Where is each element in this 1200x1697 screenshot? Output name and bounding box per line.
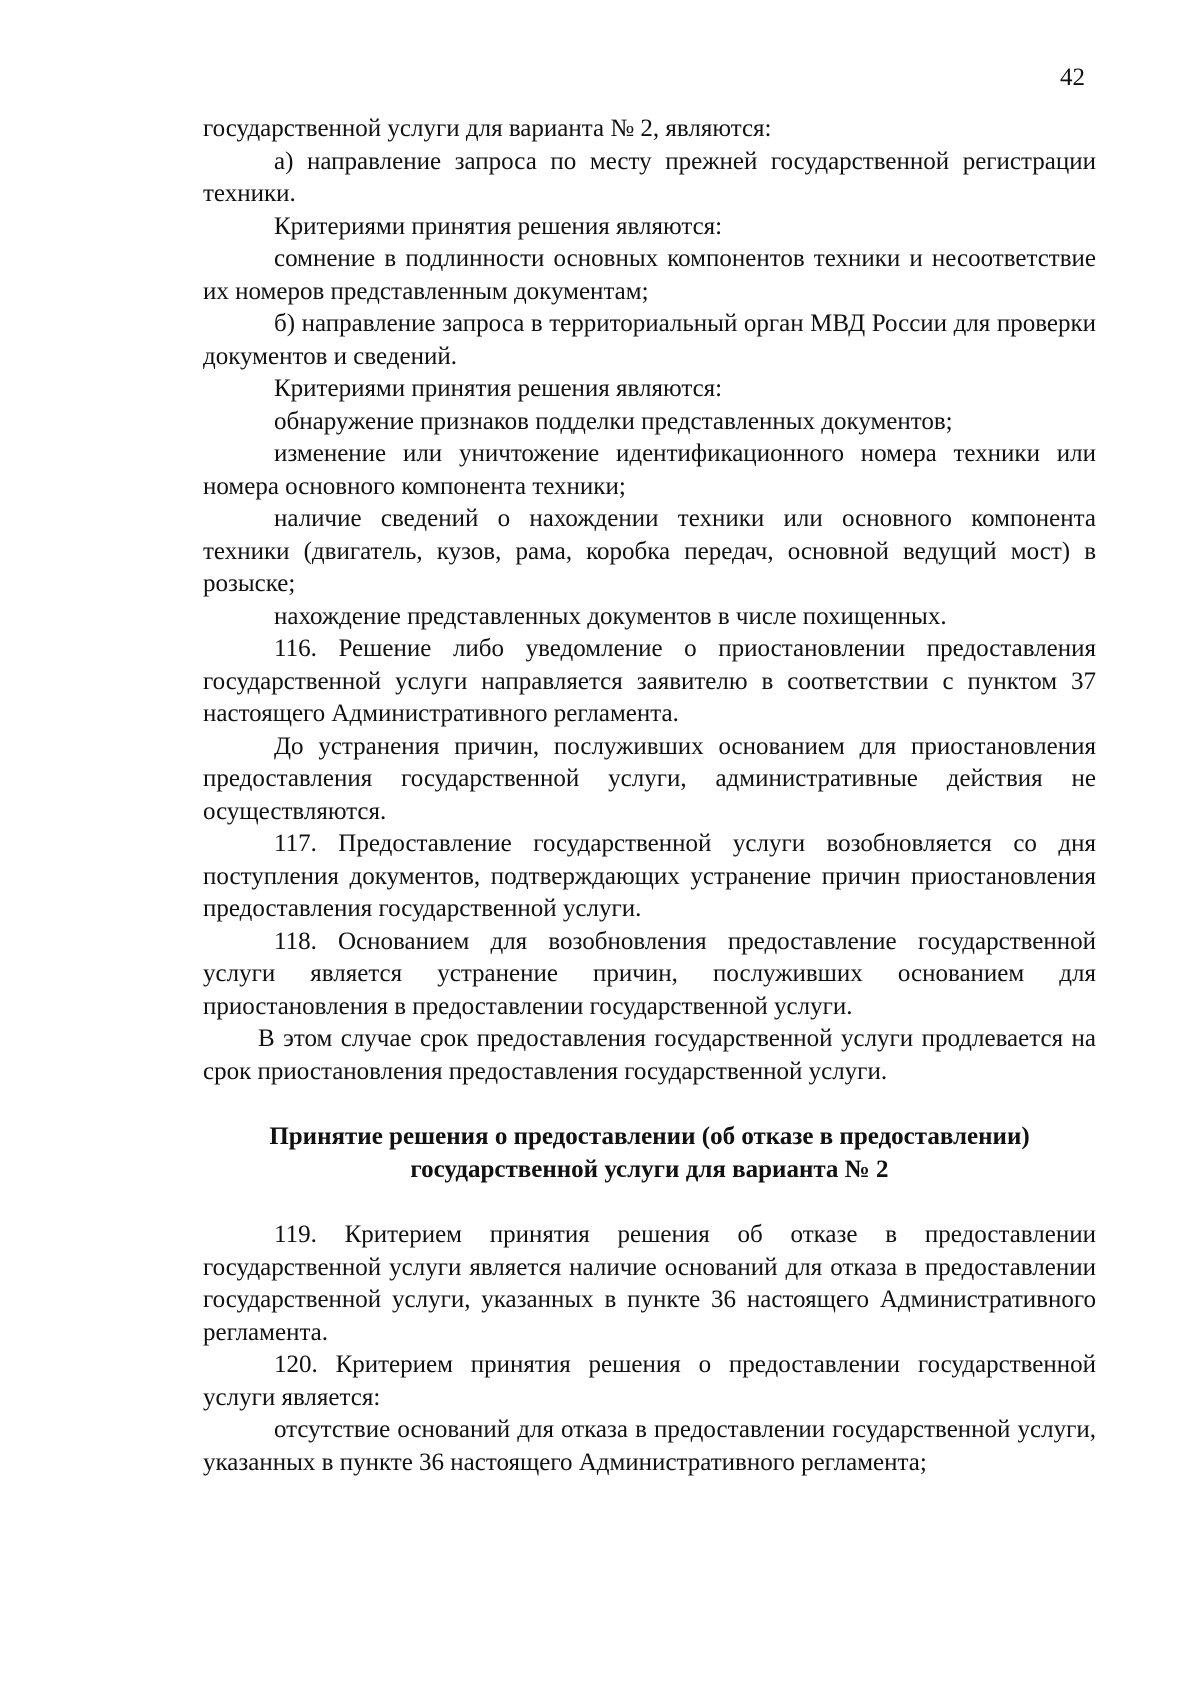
paragraph-clause-118: 118. Основанием для возобновления предоставление государственной услуги является устранение причин, послуживших основанием для приостановления в предоставлении государственной услуги.: [203, 927, 1096, 1020]
section-heading-line: государственной услуги для варианта № 2: [410, 1155, 889, 1183]
paragraph-criterion: изменение или уничтожение идентификационного номера техники или номера основного компонента техники;: [203, 440, 1096, 500]
paragraph-criteria-heading: Критериями принятия решения являются:: [274, 375, 723, 402]
paragraph-criterion: отсутствие оснований для отказа в предоставлении государственной услуги, указанных в пункте 36 настоящего Административного регламента;: [203, 1416, 1096, 1476]
section-heading-line: Принятие решения о предоставлении (об отказе в предоставлении): [269, 1123, 1030, 1150]
paragraph-clause-117: 117. Предоставление государственной услуги возобновляется со дня поступления документов, подтверждающих устранение причин приостановления предоставления государственной услуги.: [203, 830, 1096, 922]
paragraph-continuation: государственной услуги для варианта № 2, являются:: [203, 115, 772, 142]
paragraph-clause-119: 119. Критерием принятия решения об отказе в предоставлении государственной услуги является наличие оснований для отказа в предоставлении государственной услуги, указанных в пункте 36 настоящего Административного регламента.: [203, 1221, 1096, 1346]
page-number: 42: [1060, 64, 1085, 91]
paragraph-clause-116: 116. Решение либо уведомление о приостановлении предоставления государственной услуги направляется заявителю в соответствии с пунктом 37 настоящего Административного регламента.: [203, 635, 1096, 727]
document-body: [203, 113, 1096, 1479]
paragraph-item-b: б) направление запроса в территориальный орган МВД России для проверки документов и сведений.: [203, 310, 1096, 370]
paragraph-criterion: нахождение представленных документов в числе похищенных.: [274, 602, 947, 630]
paragraph-criterion: обнаружение признаков подделки представленных документов;: [274, 407, 953, 435]
section-heading: [203, 1121, 1096, 1186]
paragraph-clause-120: 120. Критерием принятия решения о предоставлении государственной услуги является:: [203, 1351, 1096, 1411]
paragraph-criterion: сомнение в подлинности основных компонентов техники и несоответствие их номеров представленным документам;: [203, 245, 1096, 305]
paragraph-criterion: наличие сведений о нахождении техники или основного компонента техники (двигатель, кузов, рама, коробка передач, основной ведущий мост) в розыске;: [203, 505, 1096, 597]
paragraph-item-a: а) направление запроса по месту прежней государственной регистрации техники.: [203, 147, 1096, 207]
paragraph-criteria-heading: Критериями принятия решения являются:: [274, 212, 723, 240]
paragraph-text: В этом случае срок предоставления государственной услуги продлевается на срок приостановления предоставления государственной услуги.: [203, 1025, 1096, 1085]
paragraph-text: До устранения причин, послуживших основанием для приостановления предоставления государственной услуги, административные действия не осуществляются.: [203, 732, 1096, 825]
